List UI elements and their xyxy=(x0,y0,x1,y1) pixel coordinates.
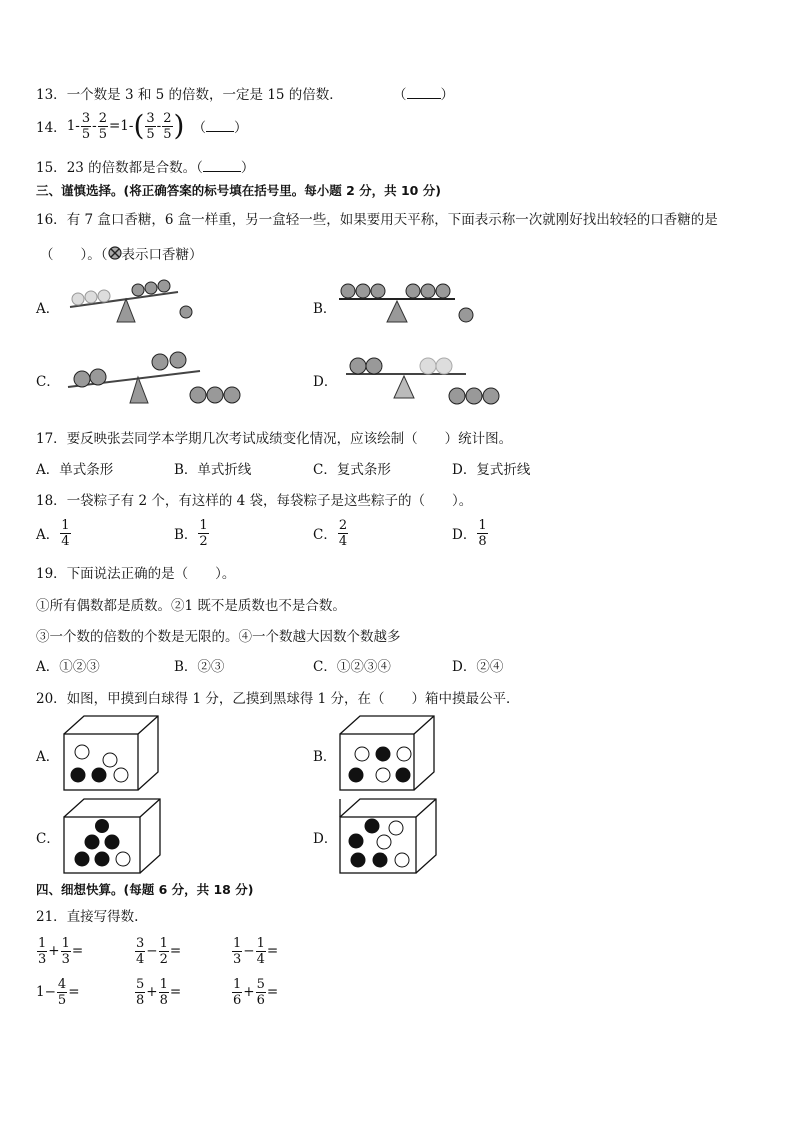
q16-balance-c xyxy=(64,345,284,405)
q20-option-d[interactable]: D． xyxy=(313,831,338,847)
q17-option-c[interactable]: C．复式条形 xyxy=(313,462,391,478)
question-18: 18．一袋粽子有 2 个，有这样的 4 袋，每袋粽子是这些粽子的（ ）。 xyxy=(36,493,473,509)
q21-expr-6: $\frac{1}{6}$ + $\frac{5}{6}$ = xyxy=(233,976,279,1008)
q18-option-d[interactable]: D． $\frac{1}{8}$ xyxy=(452,517,487,549)
q18-option-c[interactable]: C． $\frac{2}{4}$ xyxy=(313,517,348,549)
q21-expr-5: $\frac{5}{8}$ + $\frac{1}{8}$ = xyxy=(136,976,182,1008)
q15-answer[interactable] xyxy=(203,171,241,172)
q21-expr-1: $\frac{1}{3}$ + $\frac{1}{3}$ = xyxy=(38,935,84,967)
gum-icon xyxy=(108,246,122,260)
question-19: 19．下面说法正确的是（ ）。 xyxy=(36,566,236,582)
q19-option-d[interactable]: D．②④ xyxy=(452,659,504,675)
q19-option-a[interactable]: A．①②③ xyxy=(36,659,100,675)
q19-option-b[interactable]: B．②③ xyxy=(174,659,225,675)
section-3-title: 三、谨慎选择。(将正确答案的标号填在括号里。每小题 2 分，共 10 分) xyxy=(36,183,441,198)
q14-number: 14． xyxy=(36,120,67,136)
q17-option-b[interactable]: B．单式折线 xyxy=(174,462,252,478)
q17-option-a[interactable]: A．单式条形 xyxy=(36,462,114,478)
question-21: 21．直接写得数. xyxy=(36,909,139,925)
q17-option-d[interactable]: D．复式折线 xyxy=(452,462,531,478)
q18-option-b[interactable]: B． $\frac{1}{2}$ xyxy=(174,517,208,549)
q16-balance-b xyxy=(337,280,537,340)
q16-option-c[interactable]: C． xyxy=(36,374,60,390)
q14-answer[interactable]: （ ） xyxy=(192,120,248,136)
q20-box-a xyxy=(62,714,162,794)
q21-number: 21． xyxy=(36,909,67,925)
q21-expr-2: $\frac{3}{4}$ − $\frac{1}{2}$ = xyxy=(136,935,182,967)
q20-option-a[interactable]: A． xyxy=(36,749,60,765)
q17-number: 17． xyxy=(36,431,67,447)
question-15: 15．23 的倍数都是合数。（ ） xyxy=(36,160,255,176)
q20-box-b xyxy=(338,714,438,794)
q14-frac-d: $\frac{2}{5}$ xyxy=(163,110,172,142)
q14-frac-a: $\frac{3}{5}$ xyxy=(81,110,91,142)
q19-statements-2: ③一个数的倍数的个数是无限的。④一个数越大因数个数越多 xyxy=(36,629,401,645)
q16-option-b[interactable]: B． xyxy=(313,301,337,317)
q19-option-c[interactable]: C．①②③④ xyxy=(313,659,391,675)
section-4-title: 四、细想快算。(每题 6 分，共 18 分) xyxy=(36,882,254,897)
q16-line2: （ ）。（ 表示口香糖） xyxy=(40,247,203,263)
q20-box-d xyxy=(338,797,442,877)
q20-box-c xyxy=(62,797,166,877)
q16-option-a[interactable]: A． xyxy=(36,301,60,317)
q21-expr-4: 1 − $\frac{4}{5}$ = xyxy=(36,976,80,1008)
q16-option-d[interactable]: D． xyxy=(313,374,338,390)
question-13 xyxy=(36,83,343,103)
q14-frac-c: $\frac{3}{5}$ xyxy=(146,110,155,142)
q20-number: 20． xyxy=(36,691,67,707)
q21-expr-3: $\frac{1}{3}$ − $\frac{1}{4}$ = xyxy=(233,935,279,967)
q13-answer[interactable]: （ ） xyxy=(393,87,454,103)
q18-number: 18． xyxy=(36,493,67,509)
q13-text: 一个数是 3 和 5 的倍数，一定是 15 的倍数． xyxy=(66,87,343,103)
q16-balance-d xyxy=(340,350,560,410)
question-20: 20．如图，甲摸到白球得 1 分，乙摸到黑球得 1 分，在（ ）箱中摸最公平． xyxy=(36,691,520,707)
q15-number: 15． xyxy=(36,160,67,176)
question-14: 14． 1 - $\frac{3}{5}$ - $\frac{2}{5}$ = 1 - ( $\frac{3}{5}$ - $\frac{2}{5}$ ) （ ） xyxy=(36,109,248,142)
q13-number: 13． xyxy=(36,87,67,103)
q19-statements-1: ①所有偶数都是质数。②1 既不是质数也不是合数。 xyxy=(36,598,346,614)
question-16: 16．有 7 盒口香糖，6 盒一样重，另一盒轻一些，如果要用天平称，下面表示称一次就刚好找出较轻的口香糖的是 xyxy=(36,212,718,228)
q20-option-c[interactable]: C． xyxy=(36,831,60,847)
question-17: 17．要反映张芸同学本学期几次考试成绩变化情况，应该绘制（ ）统计图。 xyxy=(36,431,513,447)
q16-number: 16． xyxy=(36,212,67,228)
q18-option-a[interactable]: A． $\frac{1}{4}$ xyxy=(36,517,70,549)
q19-number: 19． xyxy=(36,566,67,582)
q14-frac-b: $\frac{2}{5}$ xyxy=(98,110,107,142)
q20-option-b[interactable]: B． xyxy=(313,749,337,765)
q16-balance-a xyxy=(60,272,260,332)
